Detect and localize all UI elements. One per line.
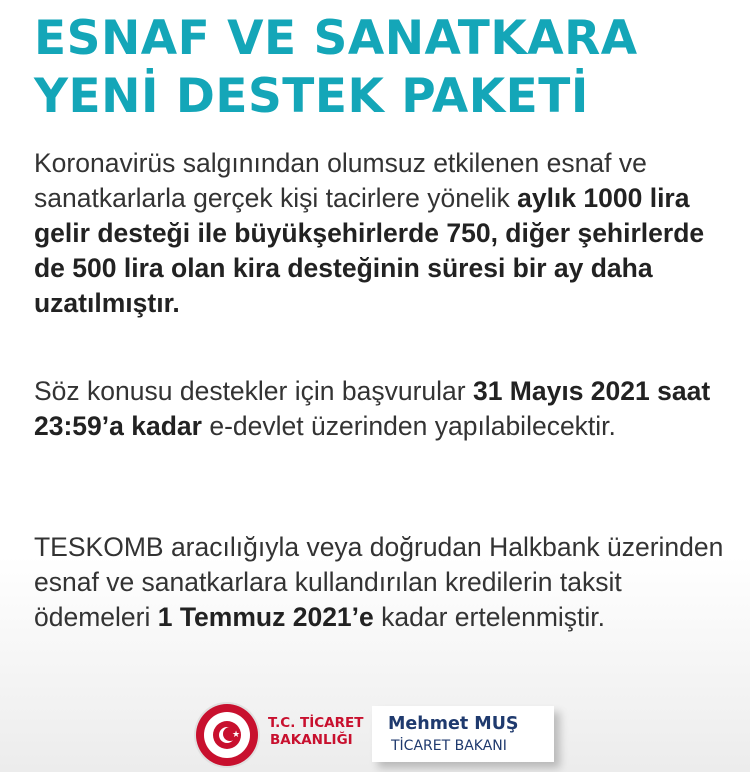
paragraph-text: kadar ertelenmiştir. [373, 602, 606, 632]
paragraph-application-deadline [34, 374, 724, 444]
title-line-2: YENİ DESTEK PAKETİ [34, 69, 589, 124]
ministry-seal-icon: ★ [196, 704, 258, 766]
paragraph-text: Söz konusu destekler için başvurular [34, 376, 473, 406]
minister-role: TİCARET BAKANI [391, 738, 507, 754]
paragraph-bold-text: aylık 1000 lira gelir desteği ile büyükşehirlerde 750, diğer şehirlerde de 500 lira olan kira desteğinin süresi bir ay daha uzatılmıştır. [34, 183, 705, 318]
paragraph-text: Koronavirüs salgınından olumsuz etkilenen esnaf ve sanatkarlarla gerçek kişi tacirlere yönelik [34, 148, 647, 213]
ministry-line-1: T.C. TİCARET [268, 715, 364, 731]
paragraph-loan-deferral [34, 530, 724, 635]
ministry-name [268, 715, 363, 749]
ministry-line-2: BAKANLIĞI [270, 732, 353, 748]
paragraph-text: e-devlet üzerinden yapılabilecektir. [201, 411, 616, 441]
paragraph-income-support [34, 146, 724, 321]
page-title [34, 10, 638, 126]
minister-card [372, 706, 554, 762]
paragraph-bold-text: 1 Temmuz 2021’e [157, 602, 374, 632]
paragraph-bold-text: 31 Mayıs 2021 saat 23:59’a kadar [34, 376, 711, 441]
footer [0, 698, 750, 772]
paragraph-text: TESKOMB aracılığıyla veya doğrudan Halkbank üzerinden esnaf ve sanatkarlara kullandırılan kredilerin taksit ödemeleri [34, 532, 724, 632]
title-line-1: ESNAF VE SANATKARA [34, 11, 638, 66]
minister-name: Mehmet MUŞ [388, 714, 519, 734]
